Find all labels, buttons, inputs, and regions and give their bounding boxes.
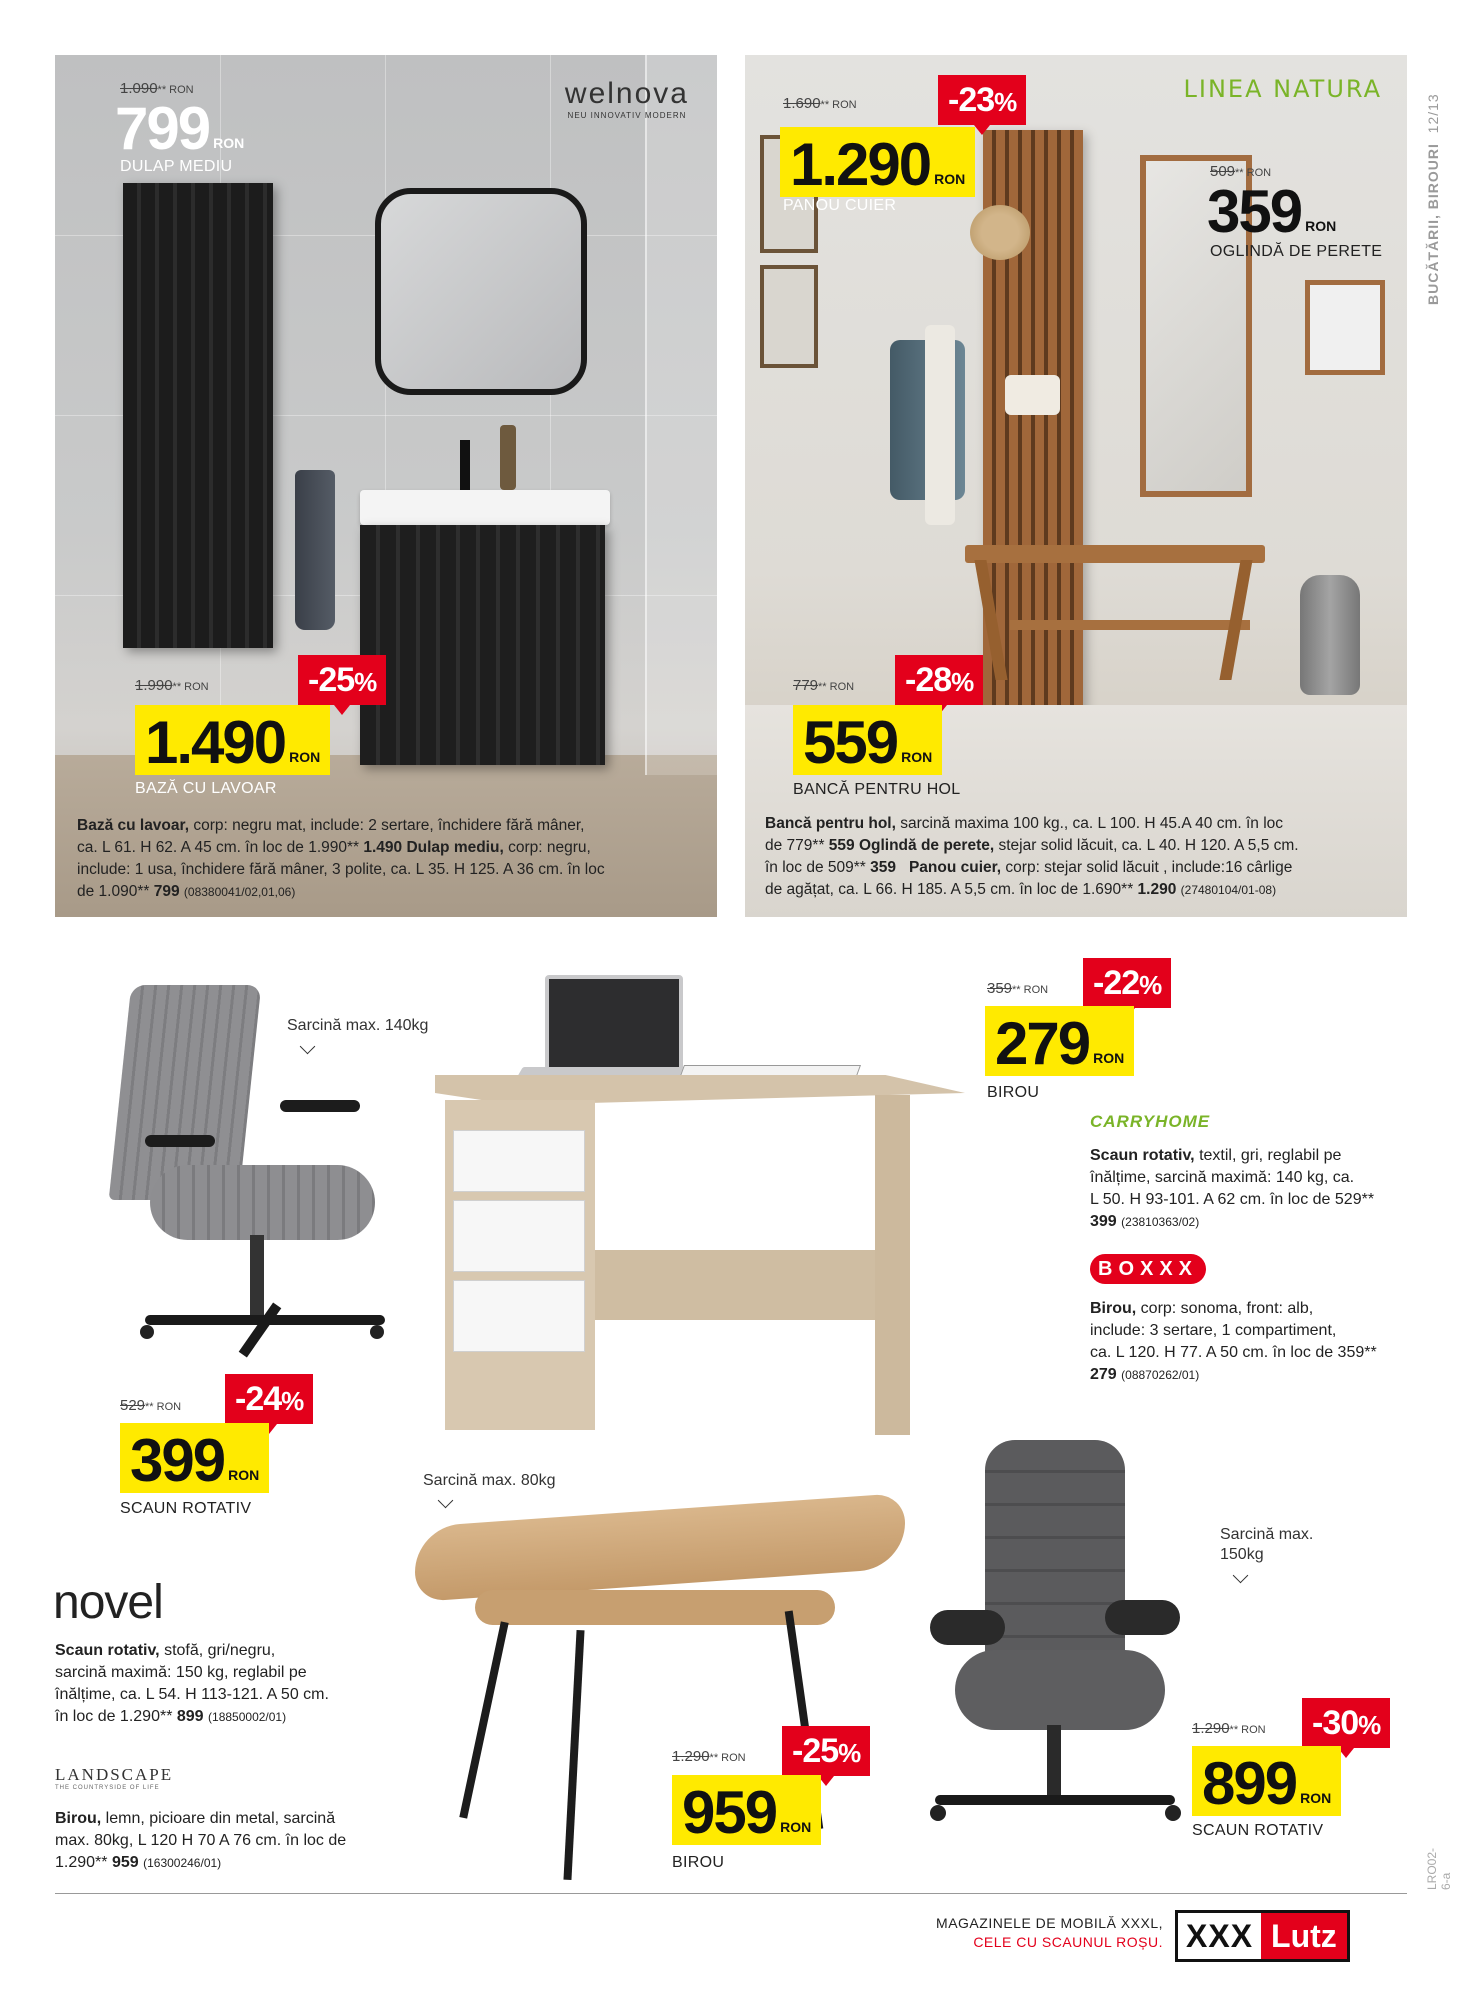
- chair1-load: Sarcină max. 140kg: [287, 1017, 429, 1034]
- vanity-cabinet: [360, 525, 605, 765]
- desk2-price-tag: 959 RON: [672, 1775, 821, 1845]
- desk2-discount-badge: -25%: [782, 1726, 870, 1776]
- page-number: 12/13: [1425, 93, 1441, 134]
- landscape-description: Birou, lemn, picioare din metal, sarcină max. 80kg, L 120 H 70 A 76 cm. în loc de 1.290** 959 (16300246/01): [55, 1810, 347, 1871]
- hall-description: Bancă pentru hol, sarcină maxima 100 kg., ca. L 100. H 45.A 40 cm. în loc de 779** 559 Oglindă de perete, stejar solid lăcuit, ca. L 40. H 120. A 5,5 cm. în loc de 509** 359 Panou cuier, corp: stejar solid lăcuit , include:16 cârlige de agățat, ca. L 66. H 185. A 5,5 cm. în loc de 1.690** 1.290 (27480104/01-08): [765, 815, 1299, 898]
- desk2-old-price: 1.290: [672, 1748, 710, 1765]
- oglinda-old-price: 509: [1210, 163, 1236, 180]
- banca-discount-badge: -28%: [895, 655, 983, 705]
- desk2-caption: BIROU: [672, 1854, 725, 1871]
- carryhome-description: Scaun rotativ, textil, gri, reglabil pe înălțime, sarcină maximă: 140 kg, ca. L 50. H 93-101. A 62 cm. în loc de 529** 399 (23810363/02): [1090, 1147, 1375, 1230]
- desk-wood: [415, 1490, 905, 1890]
- oglinda-caption: OGLINDĂ DE PERETE: [1210, 243, 1383, 260]
- linea-natura-logo: LINEA NATURA: [1183, 75, 1382, 103]
- office-chair-grey: [110, 985, 400, 1375]
- baza-discount-badge: -25%: [298, 655, 386, 705]
- desk1-price: 279: [995, 1010, 1090, 1077]
- banca-price-tag: 559 RON: [793, 705, 942, 775]
- dulap-caption: DULAP MEDIU: [120, 158, 233, 175]
- boxxx-logo: BOXXX: [1090, 1254, 1206, 1284]
- carryhome-logo: CARRYHOME: [1090, 1112, 1211, 1131]
- footer-divider: [55, 1893, 1407, 1894]
- chair1-price: 399: [130, 1427, 225, 1494]
- chair2-price-tag: 899 RON: [1192, 1746, 1341, 1816]
- chair2-discount-badge: -30%: [1302, 1698, 1390, 1748]
- panou-price-tag: 1.290 RON: [780, 127, 975, 197]
- baza-old-price: 1.990: [135, 677, 173, 694]
- dulap-old-price: 1.090: [120, 80, 158, 97]
- desk-sonoma: [435, 975, 965, 1445]
- banca-old-price: 779: [793, 677, 819, 694]
- desk2-load: Sarcină max. 80kg: [423, 1472, 556, 1489]
- chair2-caption: SCAUN ROTATIV: [1192, 1822, 1324, 1839]
- baza-price-tag: 1.490 RON: [135, 705, 330, 775]
- panou-price: 1.290: [790, 131, 931, 198]
- xxxlutz-logo[interactable]: XXX Lutz: [1175, 1910, 1350, 1962]
- footer-slogan-2: CELE CU SCAUNUL ROȘU.: [973, 1934, 1163, 1950]
- panou-caption: PANOU CUIER: [783, 197, 897, 214]
- landscape-logo: LANDSCAPE: [55, 1765, 174, 1784]
- oglinda-price: 359: [1207, 178, 1302, 245]
- chair2-load: Sarcină max. 150kg: [1220, 1526, 1314, 1563]
- executive-chair: [925, 1440, 1195, 1860]
- baza-price: 1.490: [145, 709, 286, 776]
- footer-slogan-1: MAGAZINELE DE MOBILĂ XXXL,: [936, 1915, 1163, 1931]
- baza-caption: BAZĂ CU LAVOAR: [135, 780, 277, 797]
- landscape-tagline: THE COUNTRYSIDE OF LIFE: [55, 1785, 160, 1791]
- bath-description: Bază cu lavoar, corp: negru mat, include: 2 sertare, închidere fără mâner, ca. L 61. H 62. A 45 cm. în loc de 1.990** 1.490 Dulap mediu, corp: negru, include: 1 usa, închidere fără mâner, 3 polite, ca. L 35. H 125. A 36 cm. în loc de 1.090** 799 (08380041/02,01,06): [77, 817, 605, 900]
- hall-bench: [965, 545, 1265, 563]
- desk1-old-price: 359: [987, 980, 1013, 997]
- banca-price: 559: [803, 709, 898, 776]
- tall-cabinet: [123, 183, 273, 648]
- chair1-old-price: 529: [120, 1397, 146, 1414]
- chair2-old-price: 1.290: [1192, 1720, 1230, 1737]
- mirror: [375, 188, 587, 395]
- banca-caption: BANCĂ PENTRU HOL: [793, 781, 961, 798]
- chair1-discount-badge: -24%: [225, 1374, 313, 1424]
- chair2-price: 899: [1202, 1750, 1297, 1817]
- footer-code: LRO02-6-a: [1425, 1847, 1453, 1890]
- desk1-price-tag: 279 RON: [985, 1006, 1134, 1076]
- hallway-photo: LINEA NATURA 1.690** RON -23% 1.290 RON PANOU CUIER 509** RON 359 RON OGLINDĂ DE PERETE 779** RON -28% 559 RON BANCĂ PENTRU HOL Bancă pentru hol, sarcină maxima 100 kg., ca. L 100. H 45.A 40 cm. în loc de 779** 559 Oglindă de perete, stejar solid lăcuit, ca. L 40. H 120. A 5,5 cm. în loc de 509** 359 Panou cuier, corp: stejar solid lăcuit , include:16 cârlige de agățat, ca. L 66. H 185. A 5,5 cm. în loc de 1.690** 1.290 (27480104/01-08): [745, 55, 1407, 917]
- bathroom-photo: welnova NEU INNOVATIV MODERN 1.090** RON 799 RON DULAP MEDIU 1.990** RON -25% 1.490 RON BAZĂ CU LAVOAR Bază cu lavoar, corp: negru mat, include: 2 sertare, închidere fără mâner, ca. L 61. H 62. A 45 cm. în loc de 1.990** 1.490 Dulap mediu, corp: negru, include: 1 usa, închidere fără mâner, 3 polite, ca. L 35. H 125. A 36 cm. în loc de 1.090** 799 (08380041/02,01,06): [55, 55, 717, 917]
- panou-old-price: 1.690: [783, 95, 821, 112]
- desk2-price: 959: [682, 1779, 777, 1846]
- dulap-price: 799: [115, 95, 210, 162]
- desk1-discount-badge: -22%: [1083, 958, 1171, 1008]
- panou-discount-badge: -23%: [938, 75, 1026, 125]
- section-label: BUCĂTĂRII, BIROURI: [1425, 143, 1441, 305]
- novel-logo: novel: [53, 1576, 163, 1629]
- novel-description: Scaun rotativ, stofă, gri/negru, sarcină maximă: 150 kg, reglabil pe înălțime, ca. L 54. H 113-121. A 50 cm. în loc de 1.290** 899 (18850002/01): [55, 1642, 329, 1725]
- boxxx-description: Birou, corp: sonoma, front: alb, include: 3 sertare, 1 compartiment, ca. L 120. H 77. A 50 cm. în loc de 359** 279 (08870262/01): [1090, 1300, 1377, 1383]
- section-sidebar: [1425, 55, 1455, 305]
- welnova-tagline: NEU INNOVATIV MODERN: [567, 111, 687, 120]
- chair1-price-tag: 399 RON: [120, 1423, 269, 1493]
- chair1-caption: SCAUN ROTATIV: [120, 1500, 252, 1517]
- welnova-logo: welnova: [564, 77, 689, 110]
- desk1-caption: BIROU: [987, 1084, 1040, 1101]
